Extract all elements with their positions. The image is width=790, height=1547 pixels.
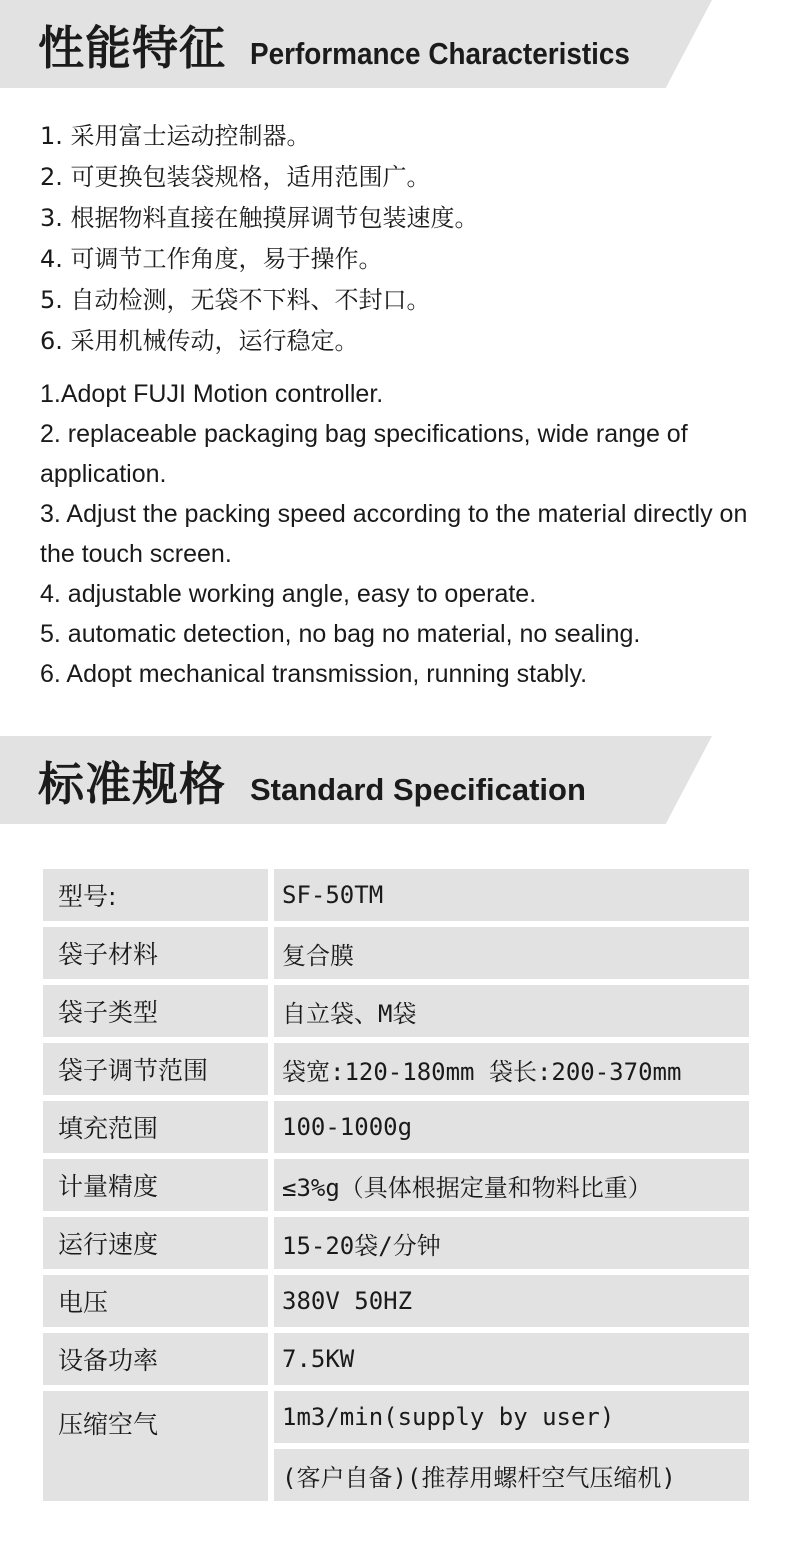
- table-row: [40, 1156, 752, 1214]
- feature-item-en: 5. automatic detection, no bag no material, no sealing.: [40, 620, 641, 648]
- feature-item-en: 2. replaceable packaging bag specifications, wide range of application.: [40, 420, 688, 488]
- spec-label: 运行速度: [40, 1214, 271, 1272]
- table-row: [40, 1098, 752, 1156]
- spec-label: 设备功率: [40, 1330, 271, 1388]
- spec-label: 袋子调节范围: [40, 1040, 271, 1098]
- spec-label: 填充范围: [40, 1098, 271, 1156]
- spec-value: 7.5KW: [271, 1330, 752, 1388]
- spec-label: 型号:: [40, 866, 271, 924]
- features-list-en: [40, 374, 750, 694]
- feature-item-cn: 5. 自动检测，无袋不下料、不封口。: [40, 286, 431, 314]
- table-row: [40, 1272, 752, 1330]
- spec-value: 自立袋、M袋: [271, 982, 752, 1040]
- performance-title-en: Performance Characteristics: [250, 36, 630, 71]
- specification-title-cn: 标准规格: [38, 757, 226, 811]
- performance-header: [0, 0, 790, 88]
- spec-label: 电压: [40, 1272, 271, 1330]
- spec-label: 计量精度: [40, 1156, 271, 1214]
- specification-header: [0, 736, 790, 824]
- table-row: [40, 1214, 752, 1272]
- spec-label: 袋子类型: [40, 982, 271, 1040]
- spec-value: (客户自备)(推荐用螺杆空气压缩机): [271, 1446, 752, 1504]
- feature-item-cn: 2. 可更换包装袋规格，适用范围广。: [40, 163, 431, 191]
- performance-title-cn: 性能特征: [38, 21, 226, 75]
- spec-label: 袋子材料: [40, 924, 271, 982]
- spec-value: 100-1000g: [271, 1098, 752, 1156]
- spec-value: ≤3%g（具体根据定量和物料比重）: [271, 1156, 752, 1214]
- table-row: [40, 982, 752, 1040]
- specification-title-en: Standard Specification: [250, 772, 586, 807]
- spec-value: 袋宽:120-180mm 袋长:200-370mm: [271, 1040, 752, 1098]
- spec-value: 1m3/min(supply by user): [271, 1388, 752, 1446]
- feature-item-en: 6. Adopt mechanical transmission, running stably.: [40, 660, 588, 688]
- table-row: [40, 924, 752, 982]
- table-row: [40, 1040, 752, 1098]
- feature-item-en: 1.Adopt FUJI Motion controller.: [40, 380, 384, 408]
- spec-value: 15-20袋/分钟: [271, 1214, 752, 1272]
- feature-item-cn: 4. 可调节工作角度，易于操作。: [40, 245, 383, 273]
- feature-item-cn: 3. 根据物料直接在触摸屏调节包装速度。: [40, 204, 479, 232]
- feature-item-en: 3. Adjust the packing speed according to the material directly on the touch screen.: [40, 500, 748, 568]
- spec-value: 复合膜: [271, 924, 752, 982]
- features-list-cn: [40, 116, 479, 362]
- table-row: [40, 1388, 752, 1446]
- feature-item-cn: 6. 采用机械传动，运行稳定。: [40, 327, 359, 355]
- feature-item-en: 4. adjustable working angle, easy to operate.: [40, 580, 537, 608]
- table-row: [40, 1330, 752, 1388]
- spec-label: 压缩空气: [40, 1388, 271, 1504]
- table-row: [40, 866, 752, 924]
- spec-value: 380V 50HZ: [271, 1272, 752, 1330]
- feature-item-cn: 1. 采用富士运动控制器。: [40, 122, 311, 150]
- spec-table: [40, 866, 752, 1504]
- spec-value: SF-50TM: [271, 866, 752, 924]
